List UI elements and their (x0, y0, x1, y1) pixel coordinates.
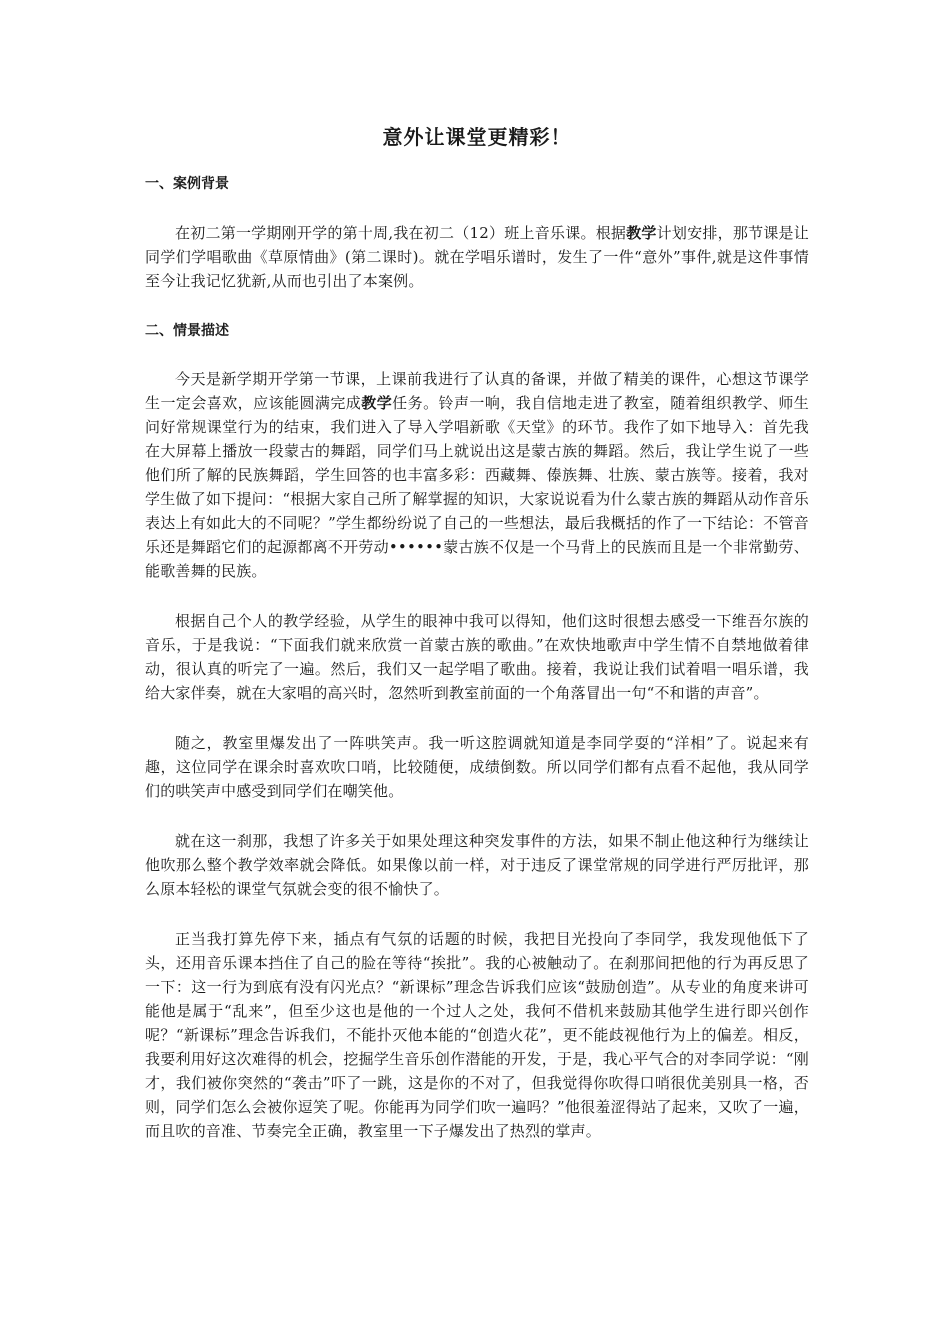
paragraph-scene-1: 今天是新学期开学第一节课，上课前我进行了认真的备课，并做了精美的课件，心想这节课学生一定会喜欢，应该能圆满完成教学任务。铃声一响，我自信地走进了教室，随着组织教学、师生问好常规课堂行为的结束，我们进入了导入学唱新歌《天堂》的环节。我作了如下地导入：首先我在大屏幕上播放一段蒙古的舞蹈，同学们马上就说出这是蒙古族的舞蹈。然后，我让学生说了一些他们所了解的民族舞蹈，学生回答的也丰富多彩：西藏舞、傣族舞、壮族、蒙古族等。接着，我对学生做了如下提问：“根据大家自己所了解掌握的知识，大家说说看为什么蒙古族的舞蹈从动作音乐表达上有如此大的不同呢？”学生都纷纷说了自己的一些想法，最后我概括的作了一下结论：不管音乐还是舞蹈它们的起源都离不开劳动••••••蒙古族不仅是一个马背上的民族而且是一个非常勤劳、能歌善舞的民族。 (145, 370, 809, 580)
paragraph-scene-5: 正当我打算先停下来，插点有气氛的话题的时候，我把目光投向了李同学，我发现他低下了头，还用音乐课本挡住了自己的脸在等待“挨批”。我的心被触动了。在刹那间把他的行为再反思了一下：这一行为到底有没有闪光点？“新课标”理念告诉我们应该“鼓励创造”。从专业的角度来讲可能他是属于“乱来”，但至少这也是他的一个过人之处，我何不借机来鼓励其他学生进行即兴创作呢？“新课标”理念告诉我们，不能扑灭他本能的“创造火花”，更不能歧视他行为上的偏差。相反，我要利用好这次难得的机会，挖掘学生音乐创作潜能的开发，于是，我心平气合的对李同学说：“刚才，我们被你突然的“袭击”吓了一跳，这是你的不对了，但我觉得你吹得口哨很优美别具一格，否则，同学们怎么会被你逗笑了呢。你能再为同学们吹一遍吗？”他很羞涩得站了起来，又吹了一遍，而且吹的音准、节奏完全正确，教室里一下子爆发出了热烈的掌声。 (145, 930, 809, 1140)
paragraph-scene-4: 就在这一刹那，我想了许多关于如果处理这种突发事件的方法，如果不制止他这种行为继续让他吹那么整个教学效率就会降低。如果像以前一样，对于违反了课堂常规的同学进行严厉批评，那么原本轻松的课堂气氛就会变的很不愉快了。 (145, 832, 809, 898)
document-page (145, 0, 809, 1143)
paragraph-scene-2: 根据自己个人的教学经验，从学生的眼神中我可以得知，他们这时很想去感受一下维吾尔族的音乐，于是我说：“下面我们就来欣赏一首蒙古族的歌曲。”在欢快地歌声中学生情不自禁地做着律动，很认真的听完了一遍。然后，我们又一起学唱了歌曲。接着，我说让我们试着唱一唱乐谱，我给大家伴奏，就在大家唱的高兴时，忽然听到教室前面的一个角落冒出一句“不和谐的声音”。 (145, 612, 809, 702)
section-heading-background: 一、案例背景 (145, 176, 229, 192)
paragraph-background: 在初二第一学期刚开学的第十周,我在初二（12）班上音乐课。根据教学计划安排，那节课是让同学们学唱歌曲《草原情曲》(第二课时)。就在学唱乐谱时，发生了一件“意外”事件,就是这件事情至今让我记忆犹新,从而也引出了本案例。 (145, 224, 809, 290)
section-heading-scene: 二、情景描述 (145, 323, 229, 339)
paragraph-scene-3: 随之，教室里爆发出了一阵哄笑声。我一听这腔调就知道是李同学耍的“洋相”了。说起来有趣，这位同学在课余时喜欢吹口哨，比较随便，成绩倒数。所以同学们都有点看不起他，我从同学们的哄笑声中感受到同学们在嘲笑他。 (145, 734, 809, 800)
document-title: 意外让课堂更精彩！ (382, 125, 572, 149)
